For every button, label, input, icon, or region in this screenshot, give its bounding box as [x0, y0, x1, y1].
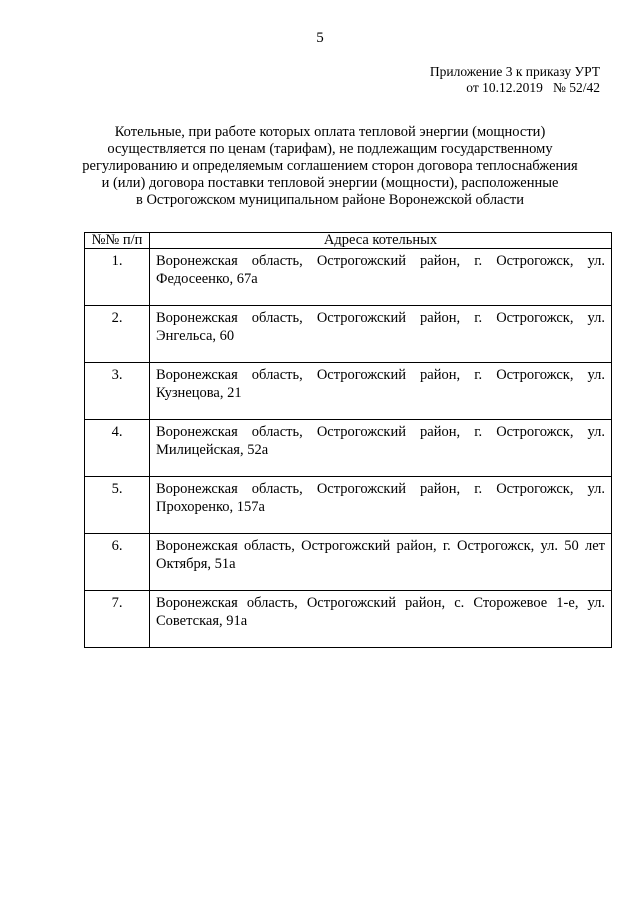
heading-line: и (или) договора поставки тепловой энергии (мощности), расположенные [101, 175, 559, 191]
row-number: 7. [85, 591, 150, 648]
heading-line: осуществляется по ценам (тарифам), не подлежащим государственному [107, 141, 553, 157]
heading-line: регулированию и определяемым соглашением сторон договора теплоснабжения [82, 158, 578, 174]
row-address: Воронежская область, Острогожский район, г. Острогожск, ул. 50 лет Октября, 51а [150, 534, 612, 591]
header-number: №№ п/п [85, 233, 150, 249]
table-header-row [85, 233, 612, 249]
appendix-order-date-number: от 10.12.2019 № 52/42 [466, 80, 600, 95]
row-number: 6. [85, 534, 150, 591]
heading-line: в Острогожском муниципальном районе Воронежской области [135, 192, 525, 208]
header-address: Адреса котельных [150, 233, 612, 249]
row-number: 3. [85, 363, 150, 420]
row-number: 4. [85, 420, 150, 477]
table-row [85, 534, 612, 591]
row-number: 5. [85, 477, 150, 534]
table-row [85, 477, 612, 534]
row-address: Воронежская область, Острогожский район, с. Сторожевое 1-е, ул. Советская, 91а [150, 591, 612, 648]
document-heading [70, 124, 590, 209]
page-number: 5 [316, 30, 324, 46]
appendix-title: Приложение 3 к приказу УРТ [429, 64, 600, 79]
row-address: Воронежская область, Острогожский район, г. Острогожск, ул. Федосеенко, 67а [150, 249, 612, 306]
table-row [85, 420, 612, 477]
row-address: Воронежская область, Острогожский район, г. Острогожск, ул. Кузнецова, 21 [150, 363, 612, 420]
table-row [85, 306, 612, 363]
row-address: Воронежская область, Острогожский район, г. Острогожск, ул. Милицейская, 52а [150, 420, 612, 477]
row-address: Воронежская область, Острогожский район, г. Острогожск, ул. Прохоренко, 157а [150, 477, 612, 534]
table-row [85, 363, 612, 420]
row-number: 2. [85, 306, 150, 363]
appendix-reference [430, 64, 600, 96]
row-address: Воронежская область, Острогожский район, г. Острогожск, ул. Энгельса, 60 [150, 306, 612, 363]
table-row [85, 591, 612, 648]
row-number: 1. [85, 249, 150, 306]
heading-line: Котельные, при работе которых оплата тепловой энергии (мощности) [114, 124, 546, 140]
boiler-address-table [84, 232, 612, 648]
table-row [85, 249, 612, 306]
